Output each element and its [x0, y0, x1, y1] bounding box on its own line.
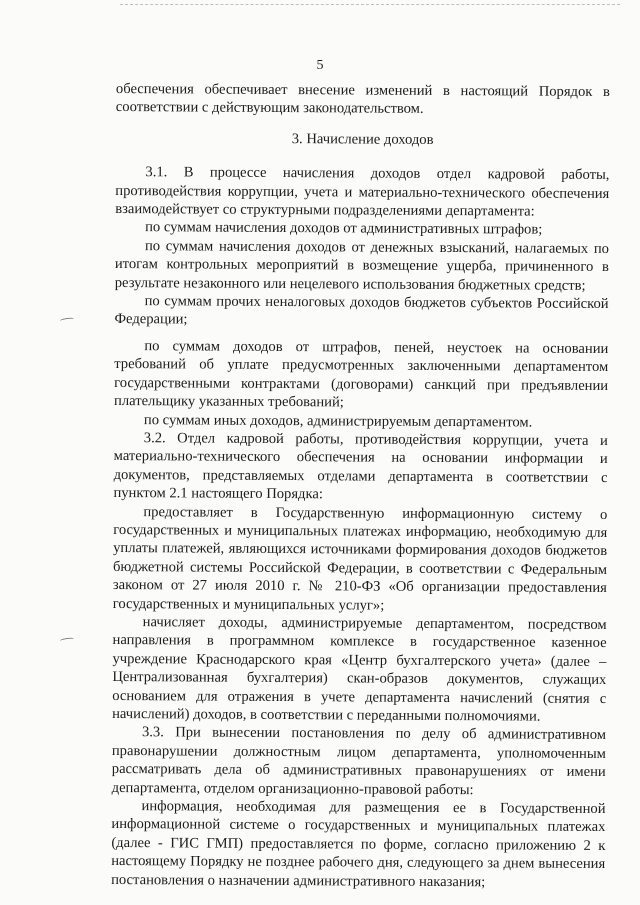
list-item: по суммам доходов от штрафов, пеней, неустоек на основании требований об уплате предусмотренных заключенными департаментом государственными контрактами (договорами) санкций при предъявлении плательщику указанных требований;: [113, 338, 609, 411]
section-heading: 3. Начисление доходов: [291, 130, 434, 148]
list-item: по суммам иных доходов, администрируемым департаментом.: [143, 411, 533, 431]
paragraph: 3.3. При вынесении постановления по делу об административном правонарушении должностным лицом департамента, уполномоченным рассматривать дела об административных правонарушениях от имени департамента, отделом организационно-правовой работы:: [111, 724, 607, 798]
scan-mark: [60, 317, 74, 323]
paragraph: обеспечения обеспечивает внесение изменений в настоящий Порядок в соответствии с действующим законодательством.: [115, 80, 610, 118]
scan-edge-line: [120, 4, 620, 8]
page-number: 5: [316, 58, 324, 73]
document-body: [111, 80, 610, 892]
list-item: по суммам начисления доходов от денежных взысканий, налагаемых по итогам контрольных мероприятий в возмещение ущерба, причиненного в результате незаконного или нецелевого использования бюджетных средств;: [114, 238, 610, 294]
list-item: начисляет доходы, администрируемые департаментом, посредством направления в программном комплексе в государственное казенное учреждение Краснодарского края «Центр бухгалтерского учета» (далее – Централизованная бухгалтерия) скан-образов документов, служащих основанием для отражения в учете департамента начислений (снятия с начислений) доходов, в соответствии с переданными полномочиями.: [112, 614, 607, 725]
paragraph: 3.2. Отдел кадровой работы, противодействия коррупции, учета и материально-технического обеспечения на основании информации и документов, представляемых отделами департамента в соответствии с пунктом 2.1 настоящего Порядка:: [113, 430, 608, 503]
list-item: предоставляет в Государственную информационную систему о государственных и муниципальных платежах информацию, необходимую для уплаты платежей, являющихся источниками формирования доходов бюджетов бюджетной системы Российской Федерации, в соответствии с Федеральным законом от 27 июля 2010 г. № 210-ФЗ «Об организации предоставления государственных и муниципальных услуг»;: [112, 503, 608, 614]
list-item: информация, необходимая для размещения ее в Государственной информационной системе о государственных и муниципальных платежах (далее - ГИС ГМП) предоставляется по форме, согласно приложению 2 к настоящему Порядку не позднее рабочего дня, следующего за днем вынесения постановления о назначении административного наказания;: [111, 798, 606, 890]
scan-mark: [60, 637, 74, 643]
list-item: по суммам начисления доходов от административных штрафов;: [145, 219, 543, 239]
paragraph: 3.1. В процессе начисления доходов отдел кадровой работы, противодействия коррупции, учета и материально-технического обеспечения взаимодействует со структурными подразделениями департамента:: [115, 164, 610, 220]
list-item: по суммам прочих неналоговых доходов бюджетов субъектов Российской Федерации;: [114, 293, 609, 328]
